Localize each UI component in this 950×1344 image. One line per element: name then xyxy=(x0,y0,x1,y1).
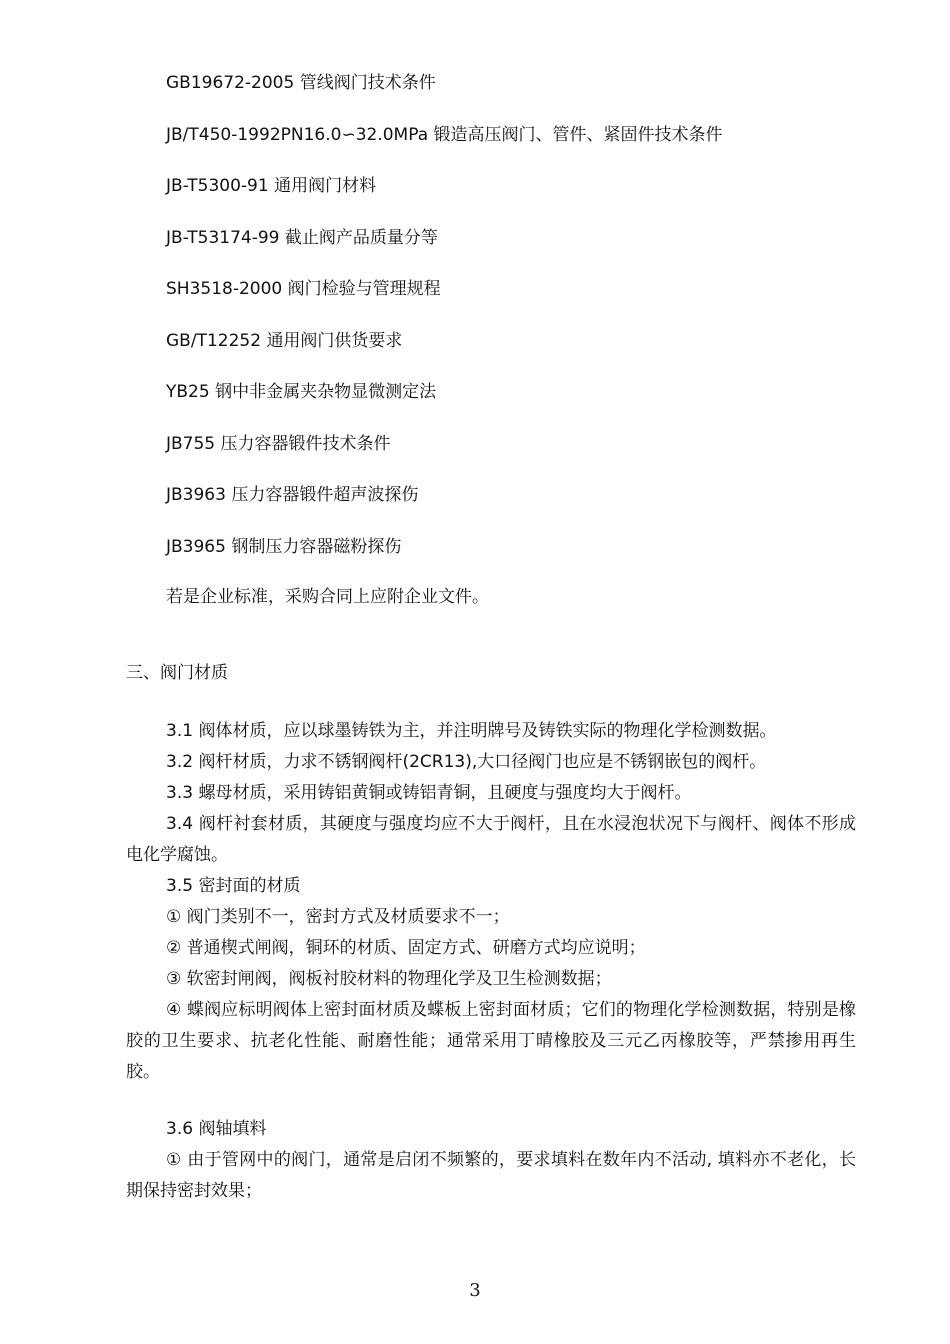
paragraph: 3.3 螺母材质，采用铸铝黄铜或铸铝青铜，且硬度与强度均大于阀杆。 xyxy=(166,783,692,803)
standard-code: SH3518-2000 xyxy=(166,279,283,299)
list-item xyxy=(166,70,906,122)
standard-code: JB3965 xyxy=(166,536,226,557)
list-item xyxy=(166,482,906,534)
paragraph: ④ 蝶阀应标明阀体上密封面材质及蝶板上密封面材质；它们的物理化学检测数据，特别是橡胶的卫生要求、抗老化性能、耐磨性能；通常采用丁晴橡胶及三元乙丙橡胶等，严禁掺用再生胶。 xyxy=(126,1000,856,1082)
standard-code: JB/T450-1992PN16.0∽32.0MPa xyxy=(166,124,429,145)
section-heading: 三、阀门材质 xyxy=(126,663,228,683)
standard-code: GB/T12252 xyxy=(166,330,262,351)
standard-title: 压力容器锻件超声波探伤 xyxy=(231,485,419,505)
paragraph: ② 普通楔式闸阀，铜环的材质、固定方式、研磨方式均应说明； xyxy=(166,938,646,958)
standard-title: 压力容器锻件技术条件 xyxy=(220,433,391,454)
list-item xyxy=(166,431,906,483)
list-item xyxy=(166,173,906,225)
paragraph: ① 由于管网中的阀门，通常是启闭不频繁的，要求填料在数年内不活动, 填料亦不老化，长期保持密封效果； xyxy=(126,1150,856,1201)
paragraph: 3.4 阀杆衬套材质，其硬度与强度均应不大于阀杆，且在水浸泡状况下与阀杆、阀体不形成电化学腐蚀。 xyxy=(126,814,856,865)
page-number: 3 xyxy=(469,1280,481,1301)
standard-code: YB25 xyxy=(166,382,210,402)
paragraph: ③ 软密封闸阀，阀板衬胶材料的物理化学及卫生检测数据； xyxy=(166,969,612,989)
list-item xyxy=(166,225,906,277)
standard-title: 阀门检验与管理规程 xyxy=(287,279,441,299)
standard-code: GB19672-2005 xyxy=(166,73,295,93)
standard-code: JB-T53174-99 xyxy=(166,227,280,248)
list-item xyxy=(166,122,906,174)
list-item xyxy=(166,328,906,380)
paragraph: 3.5 密封面的材质 xyxy=(166,876,301,896)
standard-title: 通用阀门材料 xyxy=(274,176,377,196)
section-body xyxy=(126,716,856,1207)
standard-code: JB-T5300-91 xyxy=(166,176,269,196)
standards-list xyxy=(166,70,906,585)
paragraph: 3.1 阀体材质，应以球墨铸铁为主，并注明牌号及铸铁实际的物理化学检测数据。 xyxy=(166,721,777,741)
paragraph: ① 阀门类别不一，密封方式及材质要求不一； xyxy=(166,907,510,927)
list-item xyxy=(166,534,906,586)
standard-title: 钢制压力容器磁粉探伤 xyxy=(231,536,402,557)
paragraph: 3.6 阀轴填料 xyxy=(166,1119,267,1139)
standard-title: 截止阀产品质量分等 xyxy=(284,227,438,248)
standard-code: JB755 xyxy=(166,433,216,454)
standard-title: 通用阀门供货要求 xyxy=(266,330,403,351)
standards-note: 若是企业标准，采购合同上应附企业文件。 xyxy=(166,587,489,607)
list-item xyxy=(166,379,906,431)
list-item xyxy=(166,276,906,328)
paragraph: 3.2 阀杆材质，力求不锈钢阀杆(2CR13),大口径阀门也应是不锈钢嵌包的阀杆。 xyxy=(166,752,767,772)
standard-code: JB3963 xyxy=(166,485,226,505)
standard-title: 管线阀门技术条件 xyxy=(299,73,436,93)
standard-title: 锻造高压阀门、管件、紧固件技术条件 xyxy=(433,124,723,145)
standard-title: 钢中非金属夹杂物显微测定法 xyxy=(215,382,437,402)
